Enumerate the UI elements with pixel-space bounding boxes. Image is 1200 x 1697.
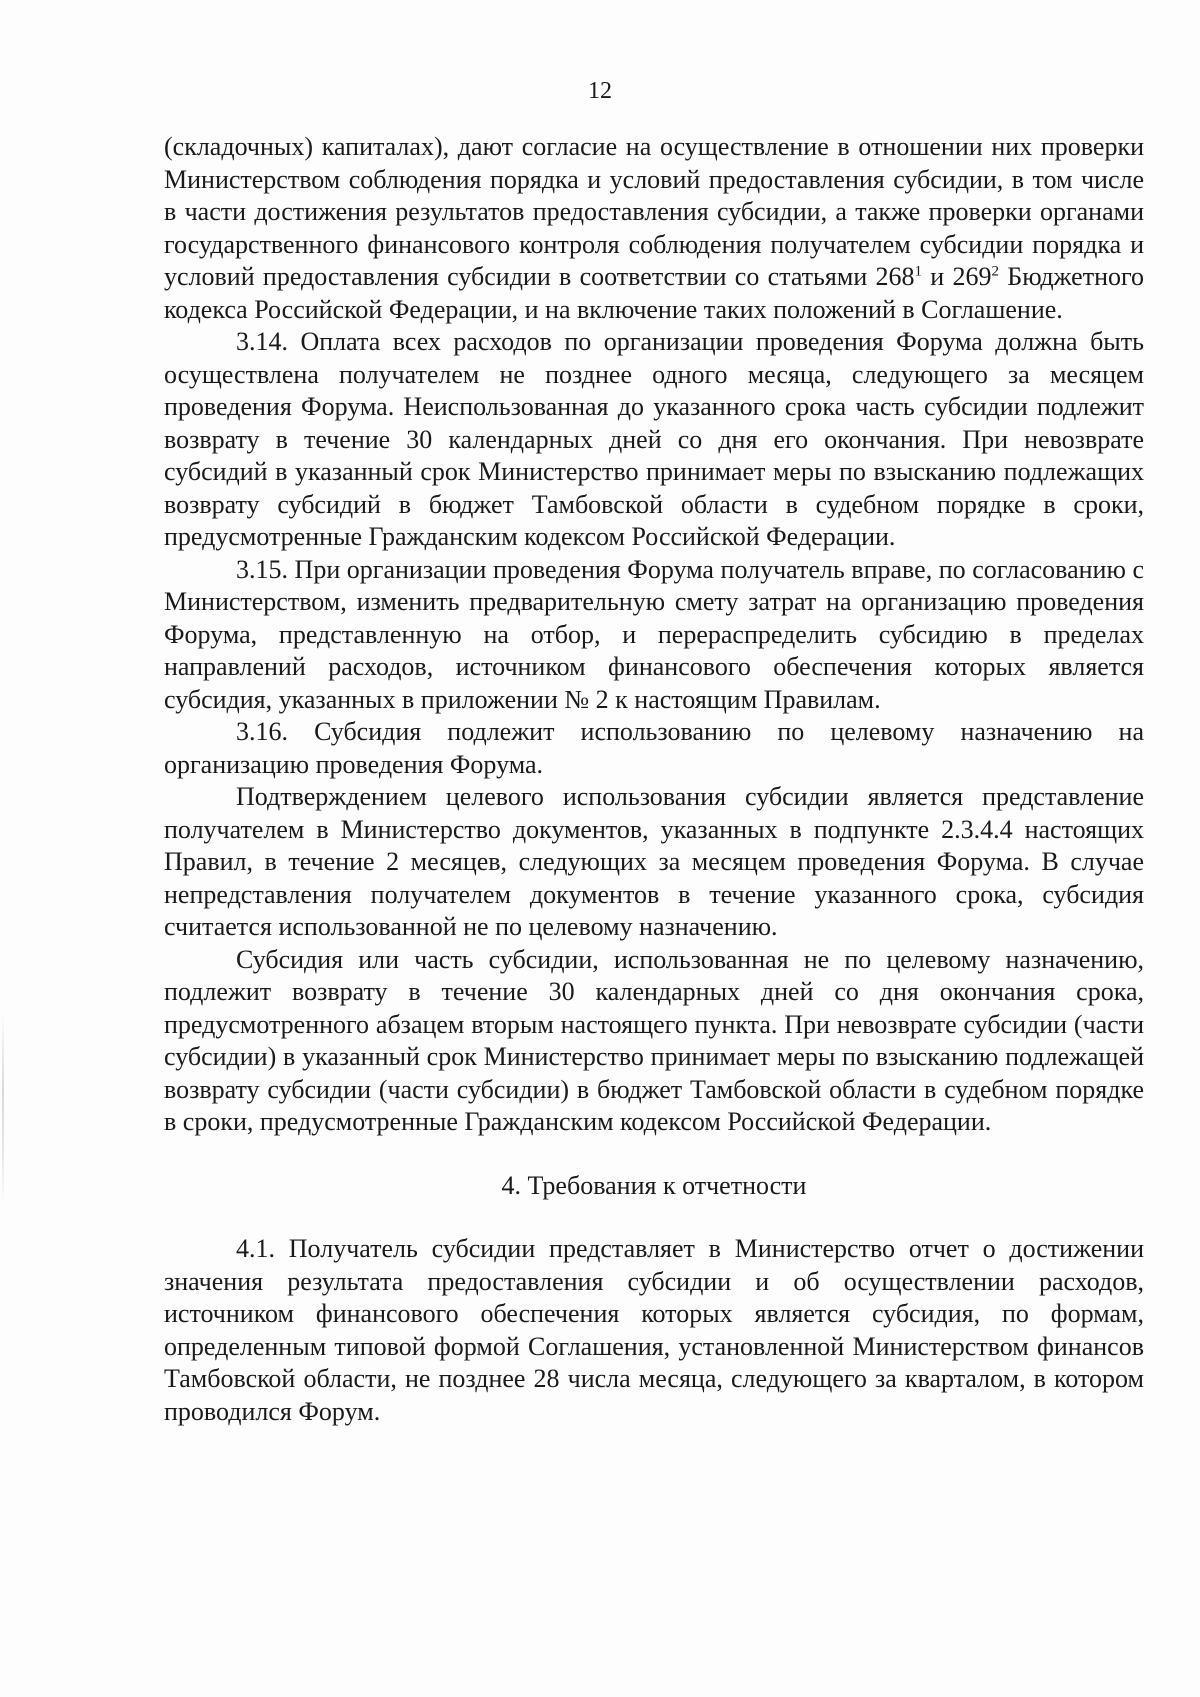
document-body — [164, 131, 1144, 1428]
paragraph-4-1: 4.1. Получатель субсидии представляет в Министерство отчет о достижении значения результата предоставления субсидии и об осуществлении расходов, источником финансового обеспечения которых является субсидия, по формам, определенным типовой формой Соглашения, установленной Министерством финансов Тамбовской области, не позднее 28 числа месяца, следующего за кварталом, в котором проводился Форум. — [164, 1234, 1144, 1426]
paragraph-3-16-return: Субсидия или часть субсидии, использованная не по целевому назначению, подлежит возврату в течение 30 календарных дней со дня окончания срока, предусмотренного абзацем вторым настоящего пункта. При невозврате субсидии (части субсидии) в указанный срок Министерство принимает меры по взысканию подлежащей возврату субсидии (части субсидии) в бюджет Тамбовской области в судебном порядке в сроки, предусмотренные Гражданским кодексом Российской Федерации. — [164, 944, 1144, 1136]
paragraph-3-15: 3.15. При организации проведения Форума получатель вправе, по согласованию с Министерством, изменить предварительную смету затрат на организацию проведения Форума, представленную на отбор, и перераспределить субсидию в пределах направлений расходов, источником финансового обеспечения которых является субсидия, указанных в приложении № 2 к настоящим Правилам. — [164, 554, 1144, 714]
superscript-2: 2 — [991, 263, 999, 280]
paragraph-text: (складочных) капиталах), дают согласие на осуществление в отношении них проверки Министерством соблюдения порядка и условий предоставления субсидии, в том числе в части достижения результатов предоставления субсидии, а также проверки органами государственного финансового контроля соблюдения получателем субсидии порядка и условий предоставления субсидии в соответствии со статьями 268 — [164, 132, 1144, 291]
page-number: 12 — [588, 78, 612, 104]
paragraph-continuation — [164, 131, 1144, 326]
paragraph-3-16-confirmation: Подтверждением целевого использования субсидии является представление получателем в Министерство документов, указанных в подпункте 2.3.4.4 настоящих Правил, в течение 2 месяцев, следующих за месяцем проведения Форума. В случае непредставления получателем документов в течение указанного срока, субсидия считается использованной не по целевому назначению. — [164, 782, 1144, 941]
paragraph-text: Бюджетного кодекса Российской Федерации, и на включение таких положений в Соглашение. — [164, 262, 1144, 324]
section-heading: 4. Требования к отчетности — [501, 1170, 807, 1200]
paragraph-3-14: 3.14. Оплата всех расходов по организации проведения Форума должна быть осуществлена получателем не позднее одного месяца, следующего за месяцем проведения Форума. Неиспользованная до указанного срока часть субсидии подлежит возврату в течение 30 календарных дней со дня его окончания. При невозврате субсидий в указанный срок Министерство принимает меры по взысканию подлежащих возврату субсидий в бюджет Тамбовской области в судебном порядке в сроки, предусмотренные Гражданским кодексом Российской Федерации. — [164, 327, 1144, 551]
paragraph-3-16: 3.16. Субсидия подлежит использованию по целевому назначению на организацию проведения Форума. — [164, 717, 1144, 779]
paragraph-text: и 269 — [922, 262, 992, 291]
scan-edge-mark — [2, 1010, 4, 1210]
superscript-1: 1 — [914, 263, 923, 280]
